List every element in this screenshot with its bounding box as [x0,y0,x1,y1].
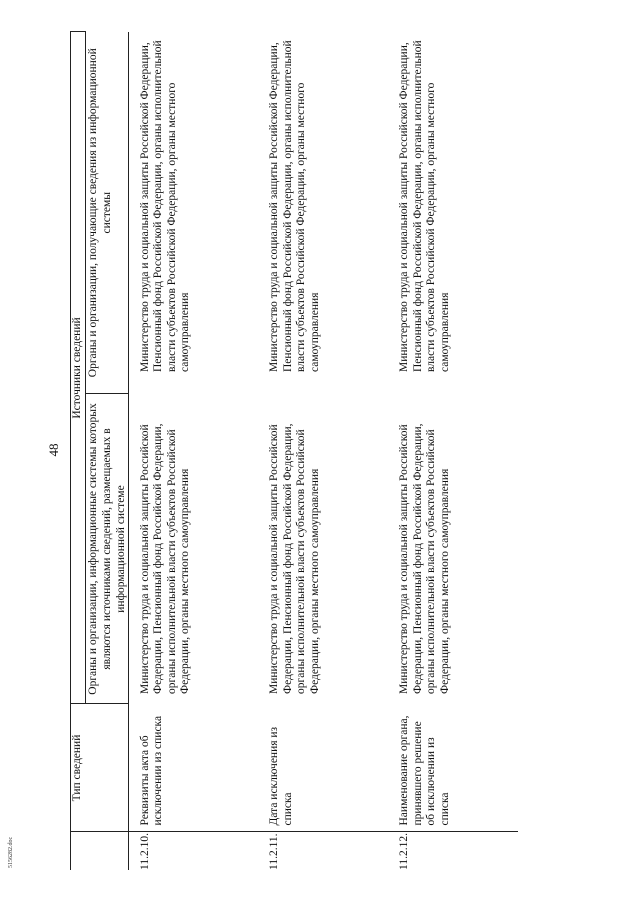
row-number: 11.2.11. [268,833,281,870]
row-source: Министерство труда и социальной защиты Российской Федерации, Пенсионный фонд Российской Федерации, органы исполнительной власти субъектов Российской Федерации, органы местного самоуправления [268,423,321,694]
row-type: Дата исключения из списка [258,704,388,832]
table-row [388,32,518,870]
row-type: Реквизиты акта об исключении из списка [128,704,258,832]
rotated-page [30,30,610,870]
document-code: 5156282.doc [8,836,14,868]
row-recipient: Министерство труда и социальной защиты Российской Федерации, Пенсионный фонд Российской Федерации, органы исполнительной власти субъектов Российской Федерации, органы местного самоуправления [398,40,451,372]
data-table [70,31,518,870]
header-source-orgs: Органы и организации, информационные системы которых являются источниками сведений, размещаемых в информационной системе [85,394,128,704]
row-number: 11.2.12. [398,833,411,870]
header-sources-group: Источники сведений [71,32,86,704]
row-recipient: Министерство труда и социальной защиты Российской Федерации, Пенсионный фонд Российской Федерации, органы исполнительной власти субъектов Российской Федерации, органы местного самоуправления [138,40,192,372]
row-number: 11.2.10. [138,833,151,870]
row-source: Министерство труда и социальной защиты Российской Федерации, Пенсионный фонд Российской Федерации, органы исполнительной власти субъектов Российской Федерации, органы местного самоуправления [138,423,192,694]
row-type: Наименование органа, принявшего решение об исключении из списка [388,704,518,832]
row-source: Министерство труда и социальной защиты Российской Федерации, Пенсионный фонд Российской Федерации, органы исполнительной власти субъектов Российской Федерации, органы местного самоуправления [398,423,451,694]
header-type: Тип сведений [71,704,129,832]
table-row [128,32,258,870]
row-recipient: Министерство труда и социальной защиты Российской Федерации, Пенсионный фонд Российской Федерации, органы исполнительной власти субъектов Российской Федерации, органы местного самоуправления [268,40,321,372]
header-recipient-orgs: Органы и организации, получающие сведения из информационной системы [85,32,128,394]
table-row [258,32,388,870]
header-number-cell [71,832,129,870]
page-number: 48 [46,443,61,457]
